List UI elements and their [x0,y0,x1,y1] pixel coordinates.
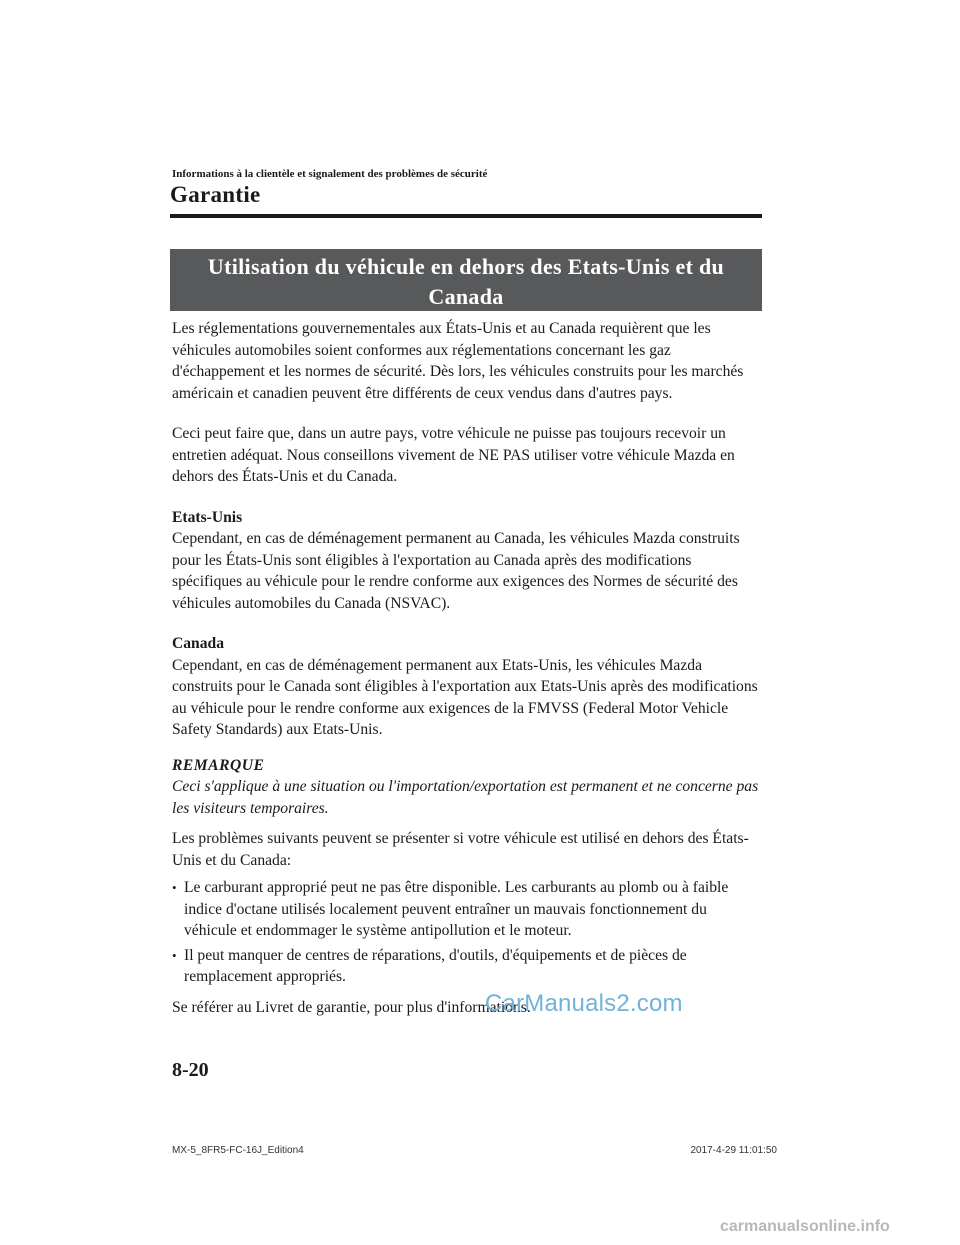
breadcrumb: Informations à la clientèle et signalement des problèmes de sécurité [172,168,488,180]
note-heading: REMARQUE [172,756,265,774]
list-item [172,877,762,942]
topic-title-line1: Utilisation du véhicule en dehors des Etats-Unis et du [207,254,725,279]
paragraph-reference: Se référer au Livret de garantie, pour plus d'informations. [172,998,531,1016]
topic-banner [170,249,762,311]
list-item-text: Il peut manquer de centres de réparations, d'outils, d'équipements et de pièces de remplacement appropriés. [184,946,687,985]
paragraph-advice: Ceci peut faire que, dans un autre pays, votre véhicule ne puisse pas toujours recevoir un entretien adéquat. Nous conseillons vivement de NE PAS utiliser votre véhicule Mazda en dehors des États-Unis et du Canada. [172,425,735,485]
subheading-us: Etats-Unis [172,508,243,526]
paragraph-us: Cependant, en cas de déménagement permanent au Canada, les véhicules Mazda construits pour les États-Unis sont éligibles à l'exportation au Canada après des modifications spécifiques au véhicule pour le rendre conforme aux exigences des Normes de sécurité des véhicules automobiles du Canada (NSVAC). [172,530,740,612]
paragraph-canada: Cependant, en cas de déménagement permanent aux Etats-Unis, les véhicules Mazda construits pour le Canada sont éligibles à l'exportation aux Etats-Unis après des modifications au véhicule pour le rendre conforme aux exigences de la FMVSS (Federal Motor Vehicle Safety Standards) aux Etats-Unis. [172,656,758,738]
list-item [172,945,762,988]
paragraph-intro: Les réglementations gouvernementales aux États-Unis et au Canada requièrent que les véhicules automobiles soient conformes aux réglementations concernant les gaz d'échappement et les normes de sécurité. Dès lors, les véhicules construits pour les marchés américain et canadien peuvent être différents de ceux vendus dans d'autres pays. [172,320,744,402]
paragraph-issues: Les problèmes suivants peuvent se présenter si votre véhicule est utilisé en dehors des États-Unis et du Canada: [172,830,749,869]
bullet-icon: • [172,947,177,963]
bullet-icon: • [172,880,177,895]
watermark: CarManuals2.com [485,990,683,1017]
page-number: 8-20 [172,1059,209,1081]
subheading-canada: Canada [172,635,224,652]
header-rule [170,214,762,218]
section-title: Garantie [170,182,261,207]
footer-site: carmanualsonline.info [720,1218,890,1235]
note-text: Ceci s'applique à une situation ou l'importation/exportation est permanent et ne concerne pas les visiteurs temporaires. [172,778,759,817]
footer-timestamp: 2017-4-29 11:01:50 [690,1145,777,1156]
list-item-text: Le carburant approprié peut ne pas être disponible. Les carburants au plomb ou à faible indice d'octane utilisés localement peuvent entraîner un mauvais fonctionnement du véhicule et endommager le système antipollution et le moteur. [184,879,729,939]
issue-list [172,877,762,988]
body-content [172,318,762,1018]
footer-doc-id: MX-5_8FR5-FC-16J_Edition4 [172,1145,304,1156]
topic-title-line2: Canada [428,284,504,309]
